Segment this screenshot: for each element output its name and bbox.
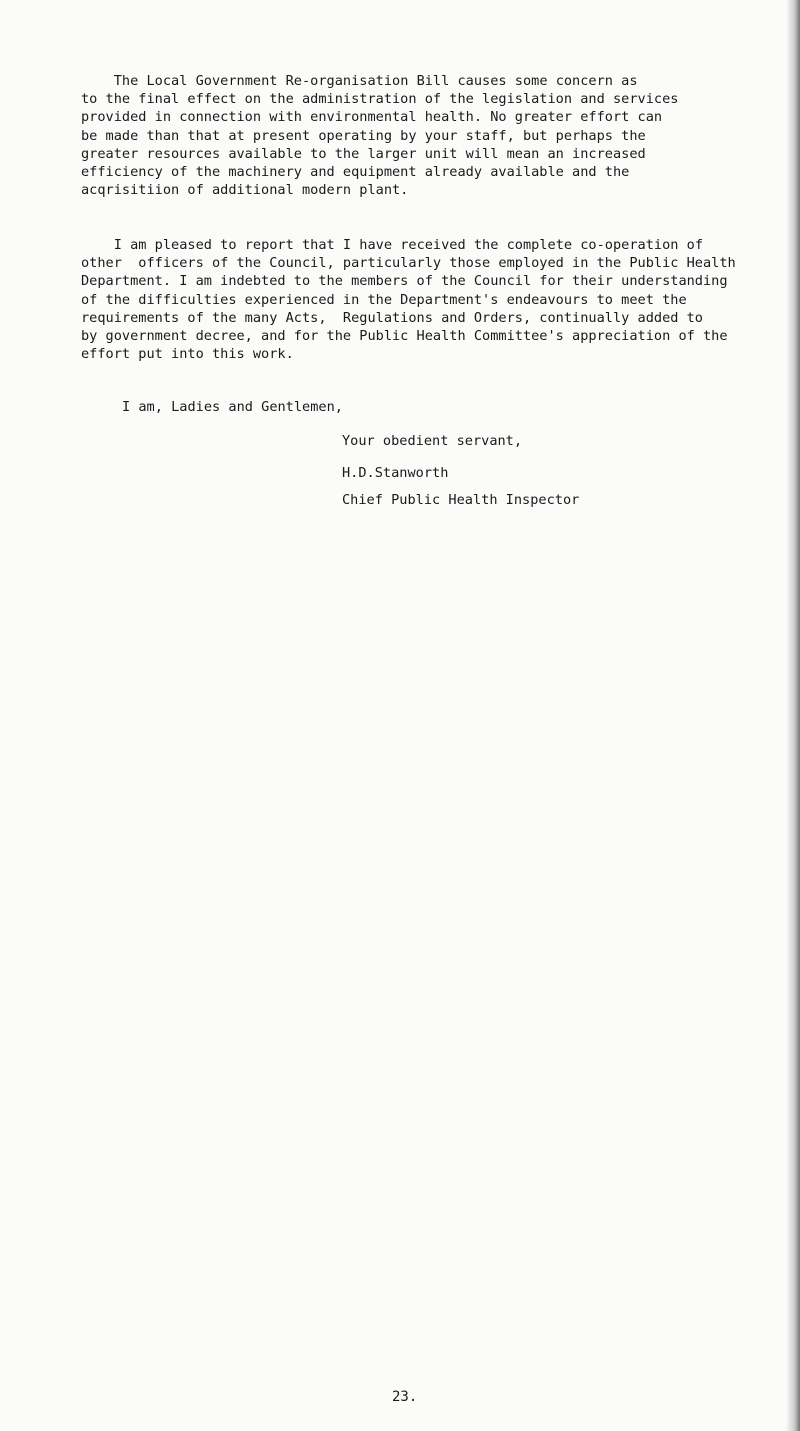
paragraph-acknowledgements: I am pleased to report that I have received the complete co-operation of other officers of the Council, particularly those employed in the Public Health Department. I am indebted to the members of the Council for their understanding of the difficulties experienced in the Department's endeavours to meet the requirements of the many Acts, Regulations and Orders, continually added to by government decree, and for the Public Health Committee's appreciation of the effort put into this work. bbox=[81, 237, 736, 363]
page-number: 23. bbox=[392, 1389, 418, 1405]
page-edge-shadow bbox=[786, 0, 800, 1431]
paragraph-reorganisation: The Local Government Re-organisation Bill causes some concern as to the final effect on the administration of the legislation and services provided in connection with environmental health. No greater effort can be made than that at present operating by your staff, but perhaps the greater resources available to the larger unit will mean an increased efficiency of the machinery and equipment already available and the acqrisitiion of additional modern plant. bbox=[81, 73, 679, 199]
signature-valediction: Your obedient servant, bbox=[342, 433, 523, 449]
signature-title: Chief Public Health Inspector bbox=[342, 492, 580, 508]
signature-name: H.D.Stanworth bbox=[342, 465, 449, 481]
closing-salutation: I am, Ladies and Gentlemen, bbox=[122, 399, 343, 415]
